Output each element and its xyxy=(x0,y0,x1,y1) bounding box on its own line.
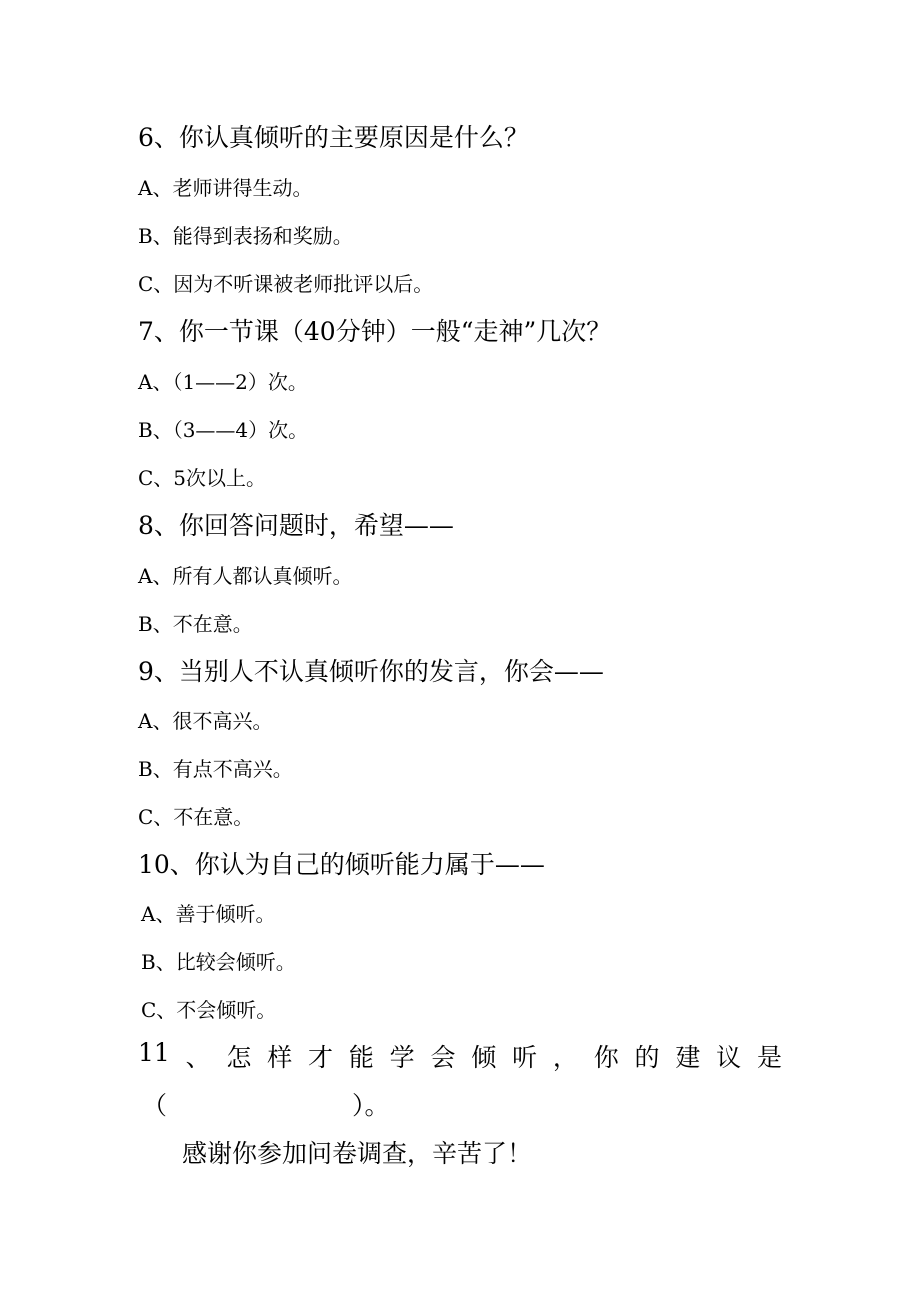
question-7-title: 7、你一节课（40分钟）一般“走神”几次？ xyxy=(138,317,612,346)
question-7-option-a: A、（1——2）次。 xyxy=(138,370,308,394)
question-10-option-a: A、善于倾听。 xyxy=(141,902,276,926)
question-10-title: 10、你认为自己的倾听能力属于—— xyxy=(138,850,545,879)
question-8-title: 8、你回答问题时，希望—— xyxy=(138,511,454,540)
question-11-part: 你 xyxy=(593,1043,619,1072)
closing-thanks: 感谢你参加问卷调查，辛苦了！ xyxy=(182,1139,533,1168)
question-9-title: 9、当别人不认真倾听你的发言，你会—— xyxy=(138,657,604,686)
question-11-part: 议 xyxy=(716,1043,742,1072)
question-7-option-b: B、（3——4）次。 xyxy=(138,418,309,442)
question-6-option-b: B、能得到表扬和奖励。 xyxy=(138,224,353,248)
question-8-option-b: B、不在意。 xyxy=(138,612,253,636)
question-10-option-c: C、不会倾听。 xyxy=(141,998,277,1022)
question-11-part: 、 xyxy=(185,1043,211,1072)
question-11-part: 的 xyxy=(634,1043,660,1072)
question-11-title xyxy=(138,1038,782,1074)
question-11-part: 建 xyxy=(675,1043,701,1072)
question-9-option-a: A、很不高兴。 xyxy=(138,709,273,733)
question-6-title: 6、你认真倾听的主要原因是什么？ xyxy=(138,123,529,152)
question-9-option-c: C、不在意。 xyxy=(138,805,254,829)
question-11-part: 倾 xyxy=(471,1043,497,1072)
question-11-part: ， xyxy=(552,1043,578,1072)
question-11-part: 样 xyxy=(267,1043,293,1072)
question-11-part: 才 xyxy=(308,1043,334,1072)
question-11-part: 是 xyxy=(756,1043,782,1072)
question-9-option-b: B、有点不高兴。 xyxy=(138,757,293,781)
question-11-part: 怎 xyxy=(226,1043,252,1072)
question-8-option-a: A、所有人都认真倾听。 xyxy=(138,564,353,588)
question-7-option-c: C、5次以上。 xyxy=(138,466,267,490)
question-10-option-b: B、比较会倾听。 xyxy=(141,950,296,974)
close-paren: ）。 xyxy=(352,1091,390,1120)
question-6-option-a: A、老师讲得生动。 xyxy=(138,176,313,200)
question-11-part: 学 xyxy=(389,1043,415,1072)
question-11-part: 11 xyxy=(138,1038,170,1067)
open-paren: （ xyxy=(142,1091,168,1120)
question-11-answer-blank xyxy=(142,1086,390,1122)
question-11-part: 听 xyxy=(512,1043,538,1072)
question-11-part: 会 xyxy=(430,1043,456,1072)
question-11-part: 能 xyxy=(348,1043,374,1072)
question-6-option-c: C、因为不听课被老师批评以后。 xyxy=(138,272,434,296)
